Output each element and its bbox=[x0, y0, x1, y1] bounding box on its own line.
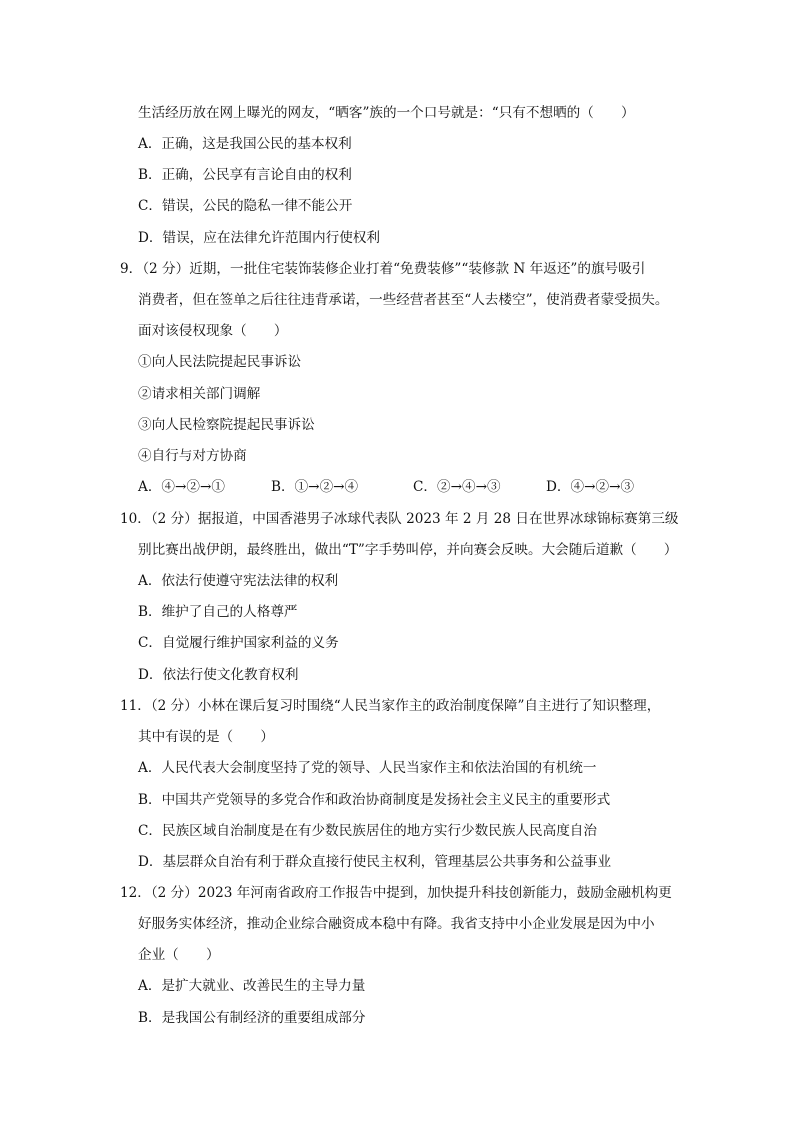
q9-options-row bbox=[0, 478, 794, 496]
q9-option-d[interactable]: D．④→②→③ bbox=[546, 479, 635, 495]
q8-option-a[interactable]: A．正确，这是我国公民的基本权利 bbox=[138, 136, 352, 152]
q10-option-d[interactable]: D．依法行使文化教育权利 bbox=[138, 667, 299, 683]
q9-item-3: ③向人民检察院提起民事诉讼 bbox=[138, 417, 315, 433]
q12-stem-line-1: 12．（2 分）2023 年河南省政府工作报告中提到，加快提升科技创新能力，鼓励金融机构更 bbox=[120, 885, 672, 901]
q9-stem-line-2: 消费者，但在签单之后往往违背承诺，一些经营者甚至“人去楼空”，使消费者蒙受损失。 bbox=[138, 292, 669, 308]
q8-stem-continuation: 生活经历放在网上曝光的网友，“晒客”族的一个口号就是：“只有不想晒的（ ） bbox=[138, 105, 635, 121]
q10-stem-line-2: 别比赛出战伊朗，最终胜出，做出“T”字手势叫停，并向赛会反映。大会随后道歉（ ） bbox=[138, 542, 678, 558]
q11-option-d[interactable]: D．基层群众自治有利于群众直接行使民主权利，管理基层公共事务和公益事业 bbox=[138, 854, 612, 870]
q8-option-b[interactable]: B．正确，公民享有言论自由的权利 bbox=[138, 167, 352, 183]
q9-option-a[interactable]: A．④→②→① bbox=[138, 479, 225, 495]
q12-stem-line-2: 好服务实体经济，推动企业综合融资成本稳中有降。我省支持中小企业发展是因为中小 bbox=[138, 916, 655, 932]
q11-stem-line-1: 11．（2 分）小林在课后复习时围绕“人民当家作主的政治制度保障”自主进行了知识整理， bbox=[120, 698, 661, 714]
q12-option-b[interactable]: B．是我国公有制经济的重要组成部分 bbox=[138, 1010, 366, 1026]
q9-item-1: ①向人民法院提起民事诉讼 bbox=[138, 354, 302, 370]
q10-option-a[interactable]: A．依法行使遵守宪法法律的权利 bbox=[138, 573, 339, 589]
q11-option-a[interactable]: A．人民代表大会制度坚持了党的领导、人民当家作主和依法治国的有机统一 bbox=[138, 760, 597, 776]
q8-option-c[interactable]: C．错误，公民的隐私一律不能公开 bbox=[138, 198, 353, 214]
q9-option-c[interactable]: C．②→④→③ bbox=[413, 479, 501, 495]
q9-stem-line-1: 9．（2 分）近期，一批住宅装饰装修企业打着“免费装修”“装修款 N 年返还”的旗号吸引 bbox=[120, 261, 646, 277]
q9-item-4: ④自行与对方协商 bbox=[138, 448, 247, 464]
q12-option-a[interactable]: A．是扩大就业、改善民生的主导力量 bbox=[138, 978, 366, 994]
q12-stem-line-3: 企业（ ） bbox=[138, 947, 220, 963]
q8-option-d[interactable]: D．错误，应在法律允许范围内行使权利 bbox=[138, 230, 380, 246]
q10-stem-line-1: 10．（2 分）据报道，中国香港男子冰球代表队 2023 年 2 月 28 日在世界冰球锦标赛第三级 bbox=[120, 511, 679, 527]
q9-item-2: ②请求相关部门调解 bbox=[138, 386, 261, 402]
q11-stem-line-2: 其中有误的是（ ） bbox=[138, 729, 274, 745]
q10-option-b[interactable]: B．维护了自己的人格尊严 bbox=[138, 604, 298, 620]
q11-option-c[interactable]: C．民族区域自治制度是在有少数民族居住的地方实行少数民族人民高度自治 bbox=[138, 823, 597, 839]
q9-stem-line-3: 面对该侵权现象（ ） bbox=[138, 323, 288, 339]
q11-option-b[interactable]: B．中国共产党领导的多党合作和政治协商制度是发扬社会主义民主的重要形式 bbox=[138, 792, 611, 808]
q10-option-c[interactable]: C．自觉履行维护国家利益的义务 bbox=[138, 635, 339, 651]
q9-option-b[interactable]: B．①→②→④ bbox=[271, 479, 359, 495]
